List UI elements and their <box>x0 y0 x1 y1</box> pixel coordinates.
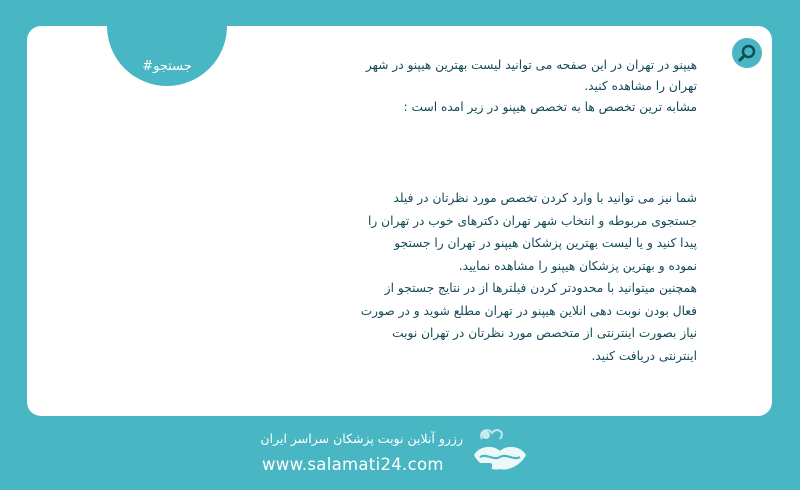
search-icon <box>737 43 757 63</box>
body-line: پیدا کنید و یا لیست بهترین پزشکان هیپنو در تهران را جستجو <box>394 236 697 250</box>
intro-paragraph <box>357 55 697 118</box>
content-card <box>27 26 772 416</box>
salamati-logo-icon <box>470 425 530 477</box>
body-line: شما نیز می توانید با وارد کردن تخصص مورد نظرتان در فیلد <box>393 191 697 205</box>
body-line: همچنین میتوانید با محدودتر کردن فیلترها از در نتایج جستجو از <box>384 281 697 295</box>
intro-line: تهران را مشاهده کنید. <box>584 79 697 93</box>
body-line: اینترنتی دریافت کنید. <box>591 348 697 363</box>
footer-tagline: رزرو آنلاین نوبت پزشکان سراسر ایران <box>260 431 463 446</box>
intro-line: هیپنو در تهران در این صفحه می توانید لیست بهترین هیپنو در شهر <box>365 58 697 72</box>
body-line: نیاز بصورت اینترنتی از متخصص مورد نظرتان در تهران نوبت <box>392 326 697 340</box>
website-link[interactable]: www.salamati24.com <box>262 455 444 474</box>
body-paragraph <box>287 187 697 367</box>
body-line: فعال بودن نوبت دهی انلاین هیپنو در تهران مطلع شوید و در صورت <box>360 303 697 318</box>
search-tag-badge[interactable] <box>107 26 227 86</box>
search-button[interactable] <box>732 38 762 68</box>
body-line: جستجوی مربوطه و انتخاب شهر تهران دکترهای خوب در تهران را <box>368 213 697 228</box>
search-tag-label[interactable]: #جستجو <box>142 59 192 74</box>
body-line: نموده و بهترین پزشکان هیپنو را مشاهده نمایید. <box>458 258 697 273</box>
intro-line: مشابه ترین تخصص ها به تخصص هیپنو در زیر امده است : <box>403 100 697 114</box>
